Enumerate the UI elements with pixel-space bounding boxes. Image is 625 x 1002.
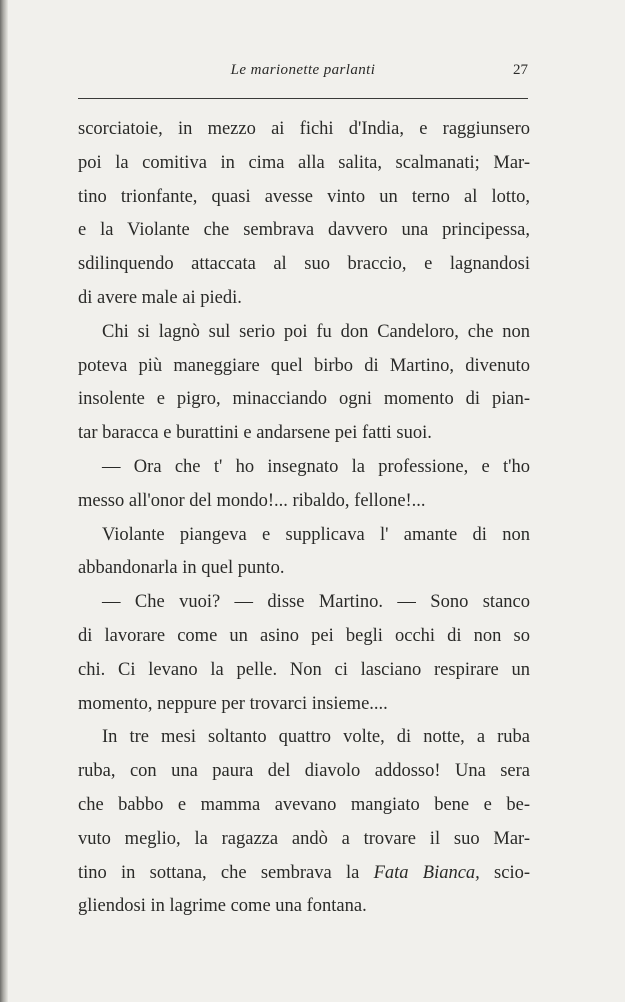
text-line: ruba, con una paura del diavolo addosso! Una sera [78, 761, 530, 782]
text-line: sdilinquendo attaccata al suo braccio, e lagnandosi [78, 254, 530, 275]
running-head [78, 62, 528, 84]
text-line: poteva più maneggiare quel birbo di Martino, divenuto [78, 355, 530, 376]
text-line: abbandonarla in quel punto. [78, 558, 285, 579]
header-rule [78, 98, 528, 99]
text-line: chi. Ci levano la pelle. Non ci lasciano respirare un [78, 659, 530, 680]
text-line: In tre mesi soltanto quattro volte, di notte, a ruba [102, 727, 530, 748]
text-line: — Che vuoi? — disse Martino. — Sono stanco [102, 592, 530, 613]
text-line: e la Violante che sembrava davvero una principessa, [78, 220, 530, 241]
text-line: Violante piangeva e supplicava l' amante di non [102, 524, 530, 545]
text-line: di avere male ai piedi. [78, 287, 242, 308]
page-number: 27 [513, 62, 528, 78]
text-line: scorciatoie, in mezzo ai fichi d'India, e raggiunsero [78, 119, 530, 139]
text-fragment: scio- [479, 862, 531, 883]
text-line: messo all'onor del mondo!... ribaldo, fellone!... [78, 490, 426, 511]
italic-title-fata-bianca: Fata Bianca, [373, 862, 480, 883]
page-edge [0, 0, 8, 1002]
text-line: gliendosi in lagrime come una fontana. [78, 896, 367, 917]
text-line: di lavorare come un asino pei begli occhi di non so [78, 625, 530, 646]
text-line: tino trionfante, quasi avesse vinto un terno al lotto, [78, 186, 530, 207]
text-line: poi la comitiva in cima alla salita, scalmanati; Mar- [78, 152, 530, 173]
text-body [78, 113, 530, 924]
text-fragment: tino in sottana, che sembrava la [78, 862, 374, 883]
text-line: momento, neppure per trovarci insieme.... [78, 693, 388, 714]
text-line: Chi si lagnò sul serio poi fu don Candeloro, che non [102, 321, 530, 342]
text-line: — Ora che t' ho insegnato la professione, e t'ho [102, 456, 530, 477]
text-line: insolente e pigro, minacciando ogni momento di pian- [78, 389, 530, 410]
text-line: che babbo e mamma avevano mangiato bene e be- [78, 794, 530, 815]
text-line: vuto meglio, la ragazza andò a trovare il suo Mar- [78, 828, 530, 849]
running-title: Le marionette parlanti [230, 62, 376, 78]
text-line-with-italic [78, 857, 530, 891]
text-line: tar baracca e burattini e andarsene pei fatti suoi. [78, 423, 432, 444]
